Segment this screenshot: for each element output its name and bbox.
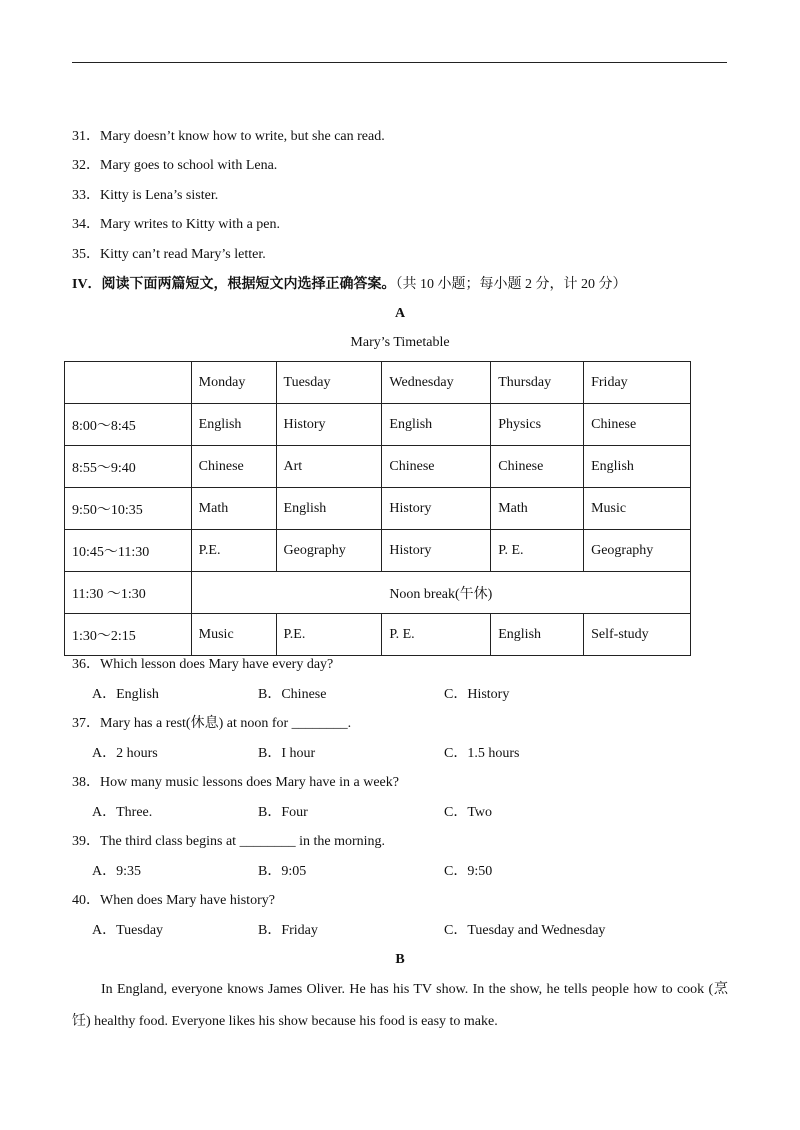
lesson-cell: P.E. — [276, 614, 382, 656]
option-b: B．I hour — [258, 746, 316, 761]
header-cell: Thursday — [491, 362, 584, 404]
lesson-cell: Math — [191, 488, 276, 530]
option-a: A．Tuesday — [92, 923, 164, 938]
options-37 — [92, 745, 712, 763]
time-cell: 8:00～8:45 — [65, 404, 192, 446]
options-36 — [92, 686, 712, 704]
question-36: 36．Which lesson does Mary have every day? — [72, 657, 334, 672]
statement-34: 34．Mary writes to Kitty with a pen. — [72, 217, 281, 232]
option-b: B．Chinese — [258, 687, 327, 702]
noon-break-cell: Noon break(午休) — [191, 572, 690, 614]
lesson-cell: Chinese — [382, 446, 491, 488]
passage-b-text: In England, everyone knows James Oliver. He has his TV show. In the show, he tells people how to cook (烹饪) healthy food. Everyone likes his show because his food is easy to make. — [72, 982, 728, 1029]
passage-a-label: A — [394, 306, 406, 321]
lesson-cell: English — [382, 404, 491, 446]
timetable-row — [65, 446, 691, 488]
lesson-cell: Chinese — [491, 446, 584, 488]
timetable-row — [65, 614, 691, 656]
option-a: A．Three. — [92, 805, 153, 820]
time-cell: 11:30 ～1:30 — [65, 572, 192, 614]
timetable-row — [65, 404, 691, 446]
timetable-break-row — [65, 572, 691, 614]
section-heading: IV．阅读下面两篇短文，根据短文内选择正确答案。 — [72, 277, 396, 292]
lesson-cell: Math — [491, 488, 584, 530]
lesson-cell: History — [276, 404, 382, 446]
options-40 — [92, 922, 712, 940]
question-40: 40．When does Mary have history? — [72, 893, 275, 908]
lesson-cell: Music — [584, 488, 691, 530]
options-39 — [92, 863, 712, 881]
lesson-cell: History — [382, 530, 491, 572]
lesson-cell: P.E. — [191, 530, 276, 572]
time-cell: 9:50～10:35 — [65, 488, 192, 530]
option-c: C．1.5 hours — [444, 746, 520, 761]
header-cell: Wednesday — [382, 362, 491, 404]
header-cell — [65, 362, 192, 404]
option-c: C．Two — [444, 805, 493, 820]
header-cell: Tuesday — [276, 362, 382, 404]
header-cell: Monday — [191, 362, 276, 404]
question-39: 39．The third class begins at ________ in the morning. — [72, 834, 386, 849]
lesson-cell: Physics — [491, 404, 584, 446]
lesson-cell: Chinese — [191, 446, 276, 488]
lesson-cell: Music — [191, 614, 276, 656]
option-a: A．English — [92, 687, 159, 702]
header-rule — [72, 62, 727, 63]
passage-b-label: B — [395, 952, 405, 967]
statement-33: 33．Kitty is Lena’s sister. — [72, 188, 219, 203]
statement-35: 35．Kitty can’t read Mary’s letter. — [72, 247, 266, 262]
lesson-cell: Chinese — [584, 404, 691, 446]
lesson-cell: English — [491, 614, 584, 656]
question-37: 37．Mary has a rest(休息) at noon for ________. — [72, 716, 352, 731]
option-a: A．2 hours — [92, 746, 158, 761]
options-38 — [92, 804, 712, 822]
lesson-cell: Geography — [584, 530, 691, 572]
option-b: B．Friday — [258, 923, 318, 938]
statement-31: 31．Mary doesn’t know how to write, but she can read. — [72, 129, 385, 144]
timetable-row — [65, 488, 691, 530]
option-a: A．9:35 — [92, 864, 141, 879]
time-cell: 1:30～2:15 — [65, 614, 192, 656]
lesson-cell: P. E. — [382, 614, 491, 656]
section-note: （共 10 小题；每小题 2 分，计 20 分） — [395, 277, 627, 292]
time-cell: 8:55～9:40 — [65, 446, 192, 488]
option-c: C．History — [444, 687, 510, 702]
time-cell: 10:45～11:30 — [65, 530, 192, 572]
option-b: B．Four — [258, 805, 308, 820]
timetable — [64, 361, 691, 656]
timetable-row — [65, 530, 691, 572]
statement-32: 32．Mary goes to school with Lena. — [72, 158, 278, 173]
timetable-title: Mary’s Timetable — [350, 335, 450, 350]
lesson-cell: English — [191, 404, 276, 446]
option-b: B．9:05 — [258, 864, 307, 879]
question-38: 38．How many music lessons does Mary have in a week? — [72, 775, 399, 790]
lesson-cell: English — [584, 446, 691, 488]
lesson-cell: Self-study — [584, 614, 691, 656]
lesson-cell: Art — [276, 446, 382, 488]
header-cell: Friday — [584, 362, 691, 404]
option-c: C．Tuesday and Wednesday — [444, 923, 606, 938]
lesson-cell: Geography — [276, 530, 382, 572]
timetable-header-row — [65, 362, 691, 404]
option-c: C．9:50 — [444, 864, 493, 879]
lesson-cell: English — [276, 488, 382, 530]
lesson-cell: P. E. — [491, 530, 584, 572]
lesson-cell: History — [382, 488, 491, 530]
section-heading-line — [72, 276, 627, 294]
